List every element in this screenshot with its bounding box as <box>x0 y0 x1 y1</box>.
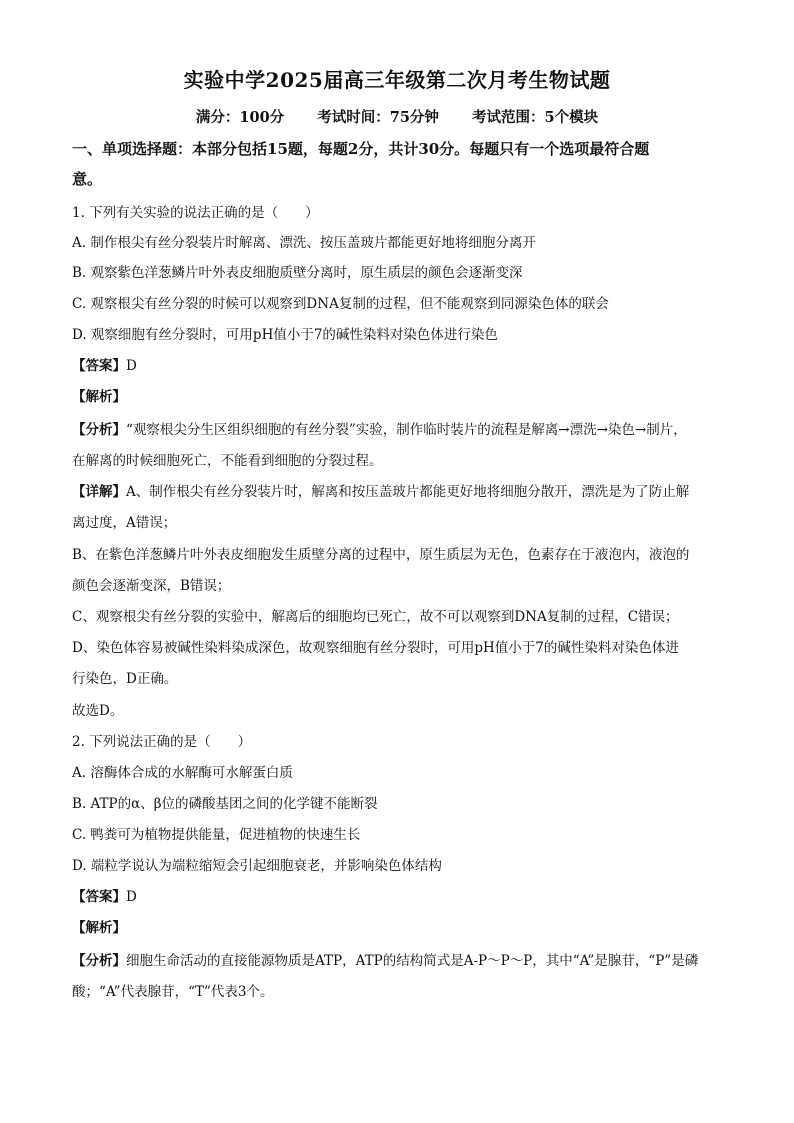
fenxi-tag: 【分析】 <box>72 422 126 438</box>
answer-value: D <box>126 889 137 905</box>
q1-fenxi-line-1: 【分析】“观察根尖分生区组织细胞的有丝分裂”实验，制作临时装片的流程是解离→漂洗→染色→制片， <box>72 422 687 438</box>
q1-xiangjie-line-7: 行染色，D正确。 <box>72 671 178 687</box>
section-heading <box>72 134 728 194</box>
exam-time: 考试时间：75分钟 <box>317 109 439 126</box>
q1-analysis-tag: 【解析】 <box>72 389 126 405</box>
fenxi-tag: 【分析】 <box>72 953 126 969</box>
q1-xiangjie-line-1: 【详解】A、制作根尖有丝分裂装片时，解离和按压盖玻片都能更好地将细胞分散开，漂洗是为了防止解 <box>72 484 690 500</box>
q2-stem: 2. 下列说法正确的是（ ） <box>72 734 252 750</box>
q1-stem: 1. 下列有关实验的说法正确的是（ ） <box>72 205 319 221</box>
q2-analysis-tag: 【解析】 <box>72 920 126 936</box>
answer-value: D <box>126 358 137 374</box>
q1-option-b: B. 观察紫色洋葱鳞片叶外表皮细胞质壁分离时，原生质层的颜色会逐渐变深 <box>72 265 523 281</box>
page-title: 实验中学2025届高三年级第二次月考生物试题 <box>183 68 611 92</box>
answer-tag: 【答案】 <box>72 889 126 905</box>
full-score: 满分：100分 <box>195 109 285 126</box>
q1-xiangjie-line-5: C、观察根尖有丝分裂的实验中，解离后的细胞均已死亡，故不可以观察到DNA复制的过程，C错误； <box>72 609 679 625</box>
xiangjie-tag: 【详解】 <box>72 484 126 500</box>
q1-xiangjie-line-3: B、在紫色洋葱鳞片叶外表皮细胞发生质壁分离的过程中，原生质层为无色，色素存在于液泡内，液泡的 <box>72 547 690 563</box>
q1-xiangjie-line-4: 颜色会逐渐变深，B错误； <box>72 578 231 594</box>
section-heading-line-1: 一、单项选择题：本部分包括15题，每题2分，共计30分。每题只有一个选项最符合题 <box>72 140 650 158</box>
q2-answer <box>72 887 722 907</box>
exam-scope: 考试范围：5个模块 <box>472 109 599 126</box>
q2-option-a: A. 溶酶体合成的水解酶可水解蛋白质 <box>72 765 293 781</box>
exam-meta <box>0 106 794 127</box>
section-heading-line-2: 意。 <box>72 170 103 188</box>
q2-fenxi-line-2: 酸；“A”代表腺苷，“T”代表3个。 <box>72 984 274 1000</box>
q1-option-d: D. 观察细胞有丝分裂时，可用pH值小于7的碱性染料对染色体进行染色 <box>72 327 498 343</box>
q2-option-c: C. 鸭粪可为植物提供能量，促进植物的快速生长 <box>72 827 361 843</box>
q1-option-c: C. 观察根尖有丝分裂的时候可以观察到DNA复制的过程，但不能观察到同源染色体的联会 <box>72 296 609 312</box>
answer-tag: 【答案】 <box>72 358 126 374</box>
q2-option-b: B. ATP的α、β位的磷酸基团之间的化学键不能断裂 <box>72 796 378 812</box>
q1-fenxi-line-2: 在解离的时候细胞死亡，不能看到细胞的分裂过程。 <box>72 453 383 469</box>
q2-option-d: D. 端粒学说认为端粒缩短会引起细胞衰老，并影响染色体结构 <box>72 858 442 874</box>
q1-option-a: A. 制作根尖有丝分裂装片时解离、漂洗、按压盖玻片都能更好地将细胞分离开 <box>72 235 536 251</box>
q1-xiangjie-line-2: 离过度，A错误； <box>72 515 177 531</box>
q1-xiangjie-line-6: D、染色体容易被碱性染料染成深色，故观察细胞有丝分裂时，可用pH值小于7的碱性染料对染色体进 <box>72 640 679 656</box>
q1-conclusion: 故选D。 <box>72 703 124 719</box>
q2-fenxi-line-1: 【分析】细胞生命活动的直接能源物质是ATP，ATP的结构简式是A-P～P～P，其中“A”是腺苷，“P”是磷 <box>72 953 699 969</box>
q1-answer <box>72 356 722 376</box>
